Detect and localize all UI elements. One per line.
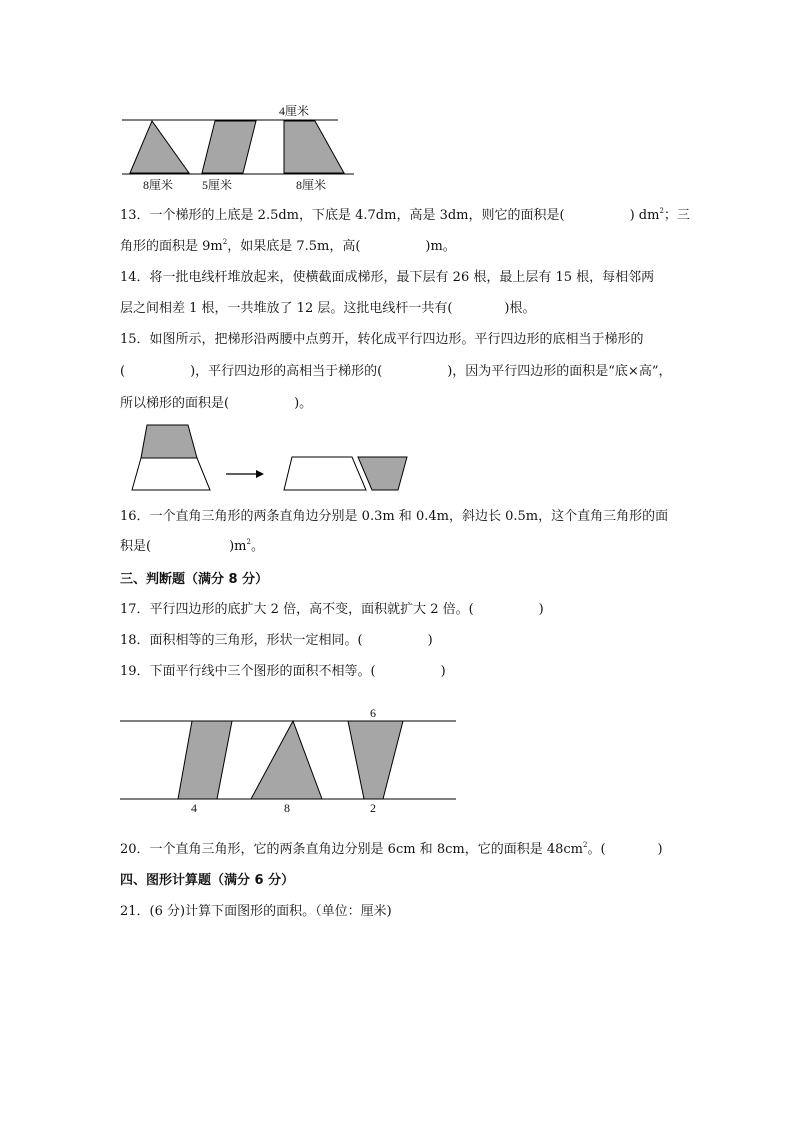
q14-line1: 14．将一批电线杆堆放起来，使横截面成梯形，最下层有 26 根，最上层有 15 根，每相邻两	[120, 270, 655, 285]
q16-line1: 16．一个直角三角形的两条直角边分别是 0.3m 和 0.4m，斜边长 0.5m，这个直角三角形的面	[120, 509, 669, 524]
q13-line2: 角形的面积是 $9m^2$，如果底是 7.5m，高( )m。	[120, 238, 456, 254]
trapezoid-bottom-half	[132, 458, 210, 490]
q17-text: 17．平行四边形的底扩大 2 倍，高不变，面积就扩大 2 倍。( )	[120, 602, 544, 617]
q19-label-6: 6	[370, 706, 376, 720]
trapezoid-top-half	[141, 425, 197, 458]
label-top-4cm: 4厘米	[279, 104, 310, 118]
q21-text: 21．(6 分)计算下面图形的面积。（单位：厘米)	[120, 904, 392, 919]
q16-line2: 积是( )$m^2$。	[120, 538, 264, 554]
parallelogram-gray-part	[358, 457, 407, 490]
section3-title: 三、判断题（满分 8 分）	[120, 572, 269, 587]
q14-line2: 层之间相差 1 根，一共堆放了 12 层。这批电线杆一共有( )根。	[120, 301, 536, 316]
parallelogram-white-part	[284, 457, 366, 490]
label-bottom-8cm-left: 8厘米	[143, 178, 174, 192]
q20-text: 20．一个直角三角形，它的两条直角边分别是 6cm 和 8cm，它的面积是 $48cm^2$。( )	[120, 841, 663, 857]
parallel-shapes-figure-top	[118, 100, 358, 195]
parallelogram-shape	[202, 121, 256, 173]
section4-title: 四、图形计算题（满分 6 分）	[120, 873, 295, 888]
q13-line1: 13．一个梯形的上底是 2.5dm，下底是 4.7dm，高是 3dm，则它的面积是( ) $dm^2$；三	[120, 207, 690, 223]
arrow-head	[256, 470, 264, 478]
q19-parallelogram	[178, 721, 232, 799]
q15-line2: ( )，平行四边形的高相当于梯形的( )，因为平行四边形的面积是“底×高”，	[120, 364, 672, 379]
label-bottom-5cm: 5厘米	[202, 178, 233, 192]
q15-line3: 所以梯形的面积是( )。	[120, 396, 313, 411]
trapezoid-to-parallelogram-figure	[124, 420, 419, 495]
q19-text: 19．下面平行线中三个图形的面积不相等。( )	[120, 664, 446, 679]
parallel-shapes-figure-q19	[118, 703, 460, 818]
q19-label-8: 8	[284, 801, 290, 815]
q19-trapezoid	[348, 721, 403, 799]
trapezoid-shape	[284, 121, 344, 173]
q19-triangle	[251, 721, 322, 799]
triangle-shape	[130, 121, 189, 173]
q19-label-2: 2	[370, 801, 376, 815]
q19-label-4: 4	[191, 801, 197, 815]
q15-line1: 15．如图所示，把梯形沿两腰中点剪开，转化成平行四边形。平行四边形的底相当于梯形的	[120, 332, 644, 347]
q18-text: 18．面积相等的三角形，形状一定相同。( )	[120, 633, 433, 648]
label-bottom-8cm-right: 8厘米	[296, 178, 327, 192]
